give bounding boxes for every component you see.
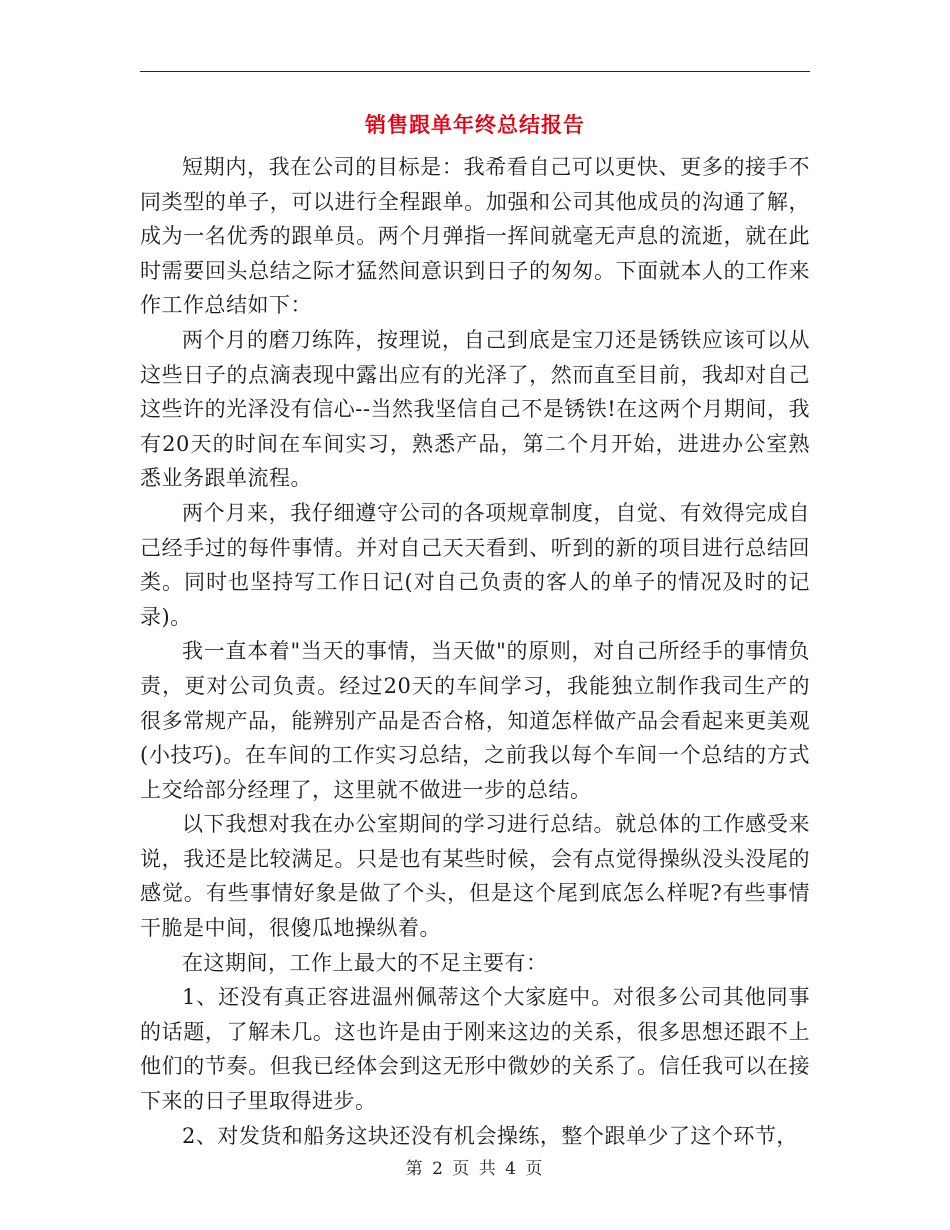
paragraph-6: 在这期间，工作上最大的不足主要有： xyxy=(182,950,548,975)
header-rule xyxy=(140,71,810,72)
paragraph-5: 以下我想对我在办公室期间的学习进行总结。就总体的工作感受来说，我还是比较满足。只是也有某些时候，会有点觉得操纵没头没尾的感觉。有些事情好象是做了个头，但是这个尾到底怎么样呢?有些事情干脆是中间，很傻瓜地操纵着。 xyxy=(140,812,810,941)
paragraph-8: 2、对发货和船务这块还没有机会操练，整个跟单少了这个环节， xyxy=(182,1123,798,1148)
page-number-label: 第 2 页 共 4 页 xyxy=(405,1159,545,1179)
paragraph-7: 1、还没有真正容进温州佩蒂这个大家庭中。对很多公司其他同事的话题，了解未几。这也许是由于刚来这边的关系，很多思想还跟不上他们的节奏。但我已经体会到这无形中微妙的关系了。信任我可以在接下来的日子里取得进步。 xyxy=(140,985,810,1114)
document-title: 销售跟单年终总结报告 xyxy=(365,112,585,137)
paragraph-4: 我一直本着"当天的事情，当天做"的原则，对自己所经手的事情负责，更对公司负责。经过20天的车间学习，我能独立制作我司生产的很多常规产品，能辨别产品是否合格，知道怎样做产品会看起来更美观(小技巧)。在车间的工作实习总结，之前我以每个车间一个总结的方式上交给部分经理了，这里就不做进一步的总结。 xyxy=(140,639,810,802)
paragraph-3: 两个月来，我仔细遵守公司的各项规章制度，自觉、有效得完成自己经手过的每件事情。并对自己天天看到、听到的新的项目进行总结回类。同时也坚持写工作日记(对自己负责的客人的单子的情况及时的记录)。 xyxy=(140,500,810,629)
paragraph-2: 两个月的磨刀练阵，按理说，自己到底是宝刀还是锈铁应该可以从这些日子的点滴表现中露出应有的光泽了，然而直至目前，我却对自己这些许的光泽没有信心--当然我坚信自己不是锈铁!在这两个月期间，我有20天的时间在车间实习，熟悉产品，第二个月开始，进进办公室熟悉业务跟单流程。 xyxy=(140,327,810,491)
paragraph-1: 短期内，我在公司的目标是：我希看自己可以更快、更多的接手不同类型的单子，可以进行全程跟单。加强和公司其他成员的沟通了解，成为一名优秀的跟单员。两个月弹指一挥间就毫无声息的流逝，就在此时需要回头总结之际才猛然间意识到日子的匆匆。下面就本人的工作来作工作总结如下： xyxy=(140,155,810,318)
page-footer xyxy=(0,1154,950,1179)
document-body xyxy=(140,150,810,1153)
